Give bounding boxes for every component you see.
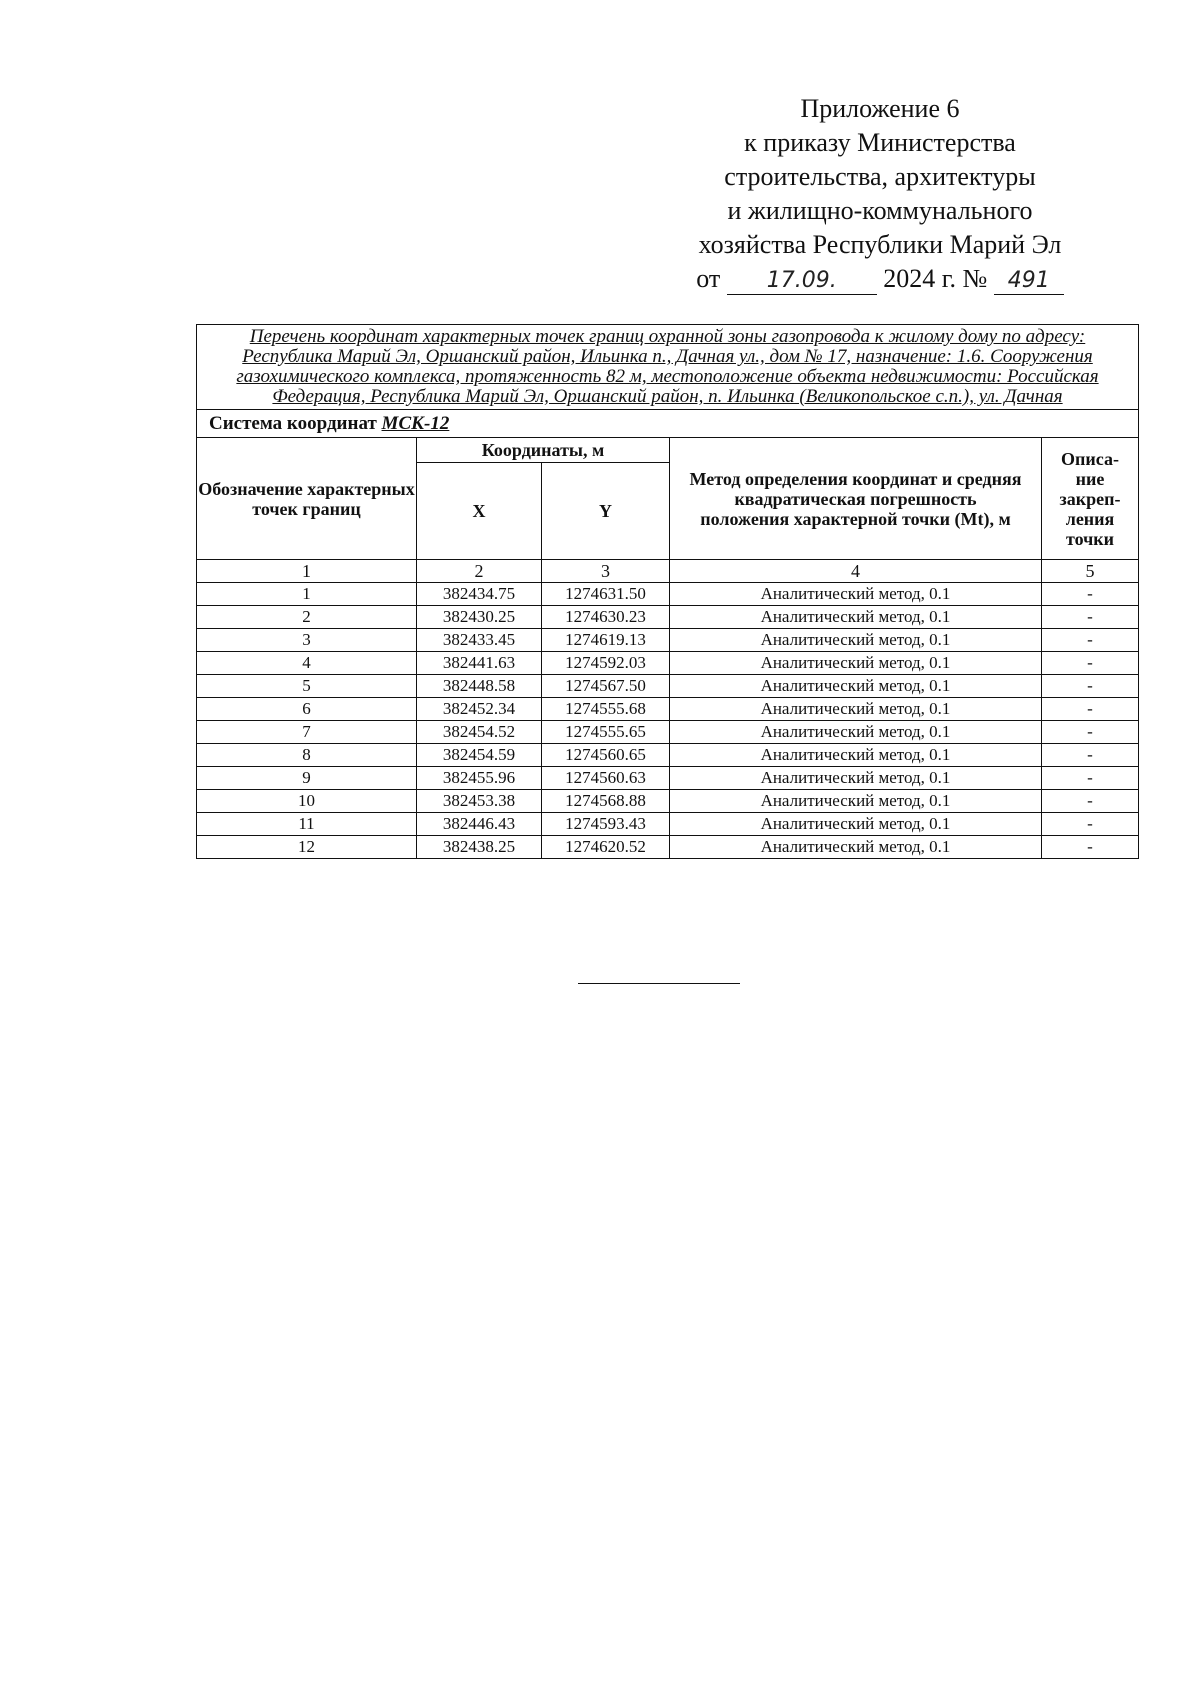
header-line: хозяйства Республики Марий Эл xyxy=(698,230,1062,259)
description-cell: - xyxy=(1042,767,1139,790)
header-line: и жилищно-коммунального xyxy=(727,196,1033,225)
header-x: X xyxy=(417,463,542,560)
column-number: 2 xyxy=(417,560,542,583)
table-row xyxy=(197,675,1139,698)
y-coordinate: 1274620.52 xyxy=(542,836,670,859)
x-coordinate: 382434.75 xyxy=(417,583,542,606)
table-caption: Перечень координат характерных точек границ охранной зоны газопровода к жилому дому по адресу: Республика Марий Эл, Оршанский район, Ильинка п., Дачная ул., дом № 17, назначение: 1.6. Сооружения газохимического комплекса, протяженность 82 м, местоположение объекта недвижимости: Российская Федерация, Республика Марий Эл, Оршанский район, п. Ильинка (Великопольское с.п.), ул. Дачная xyxy=(197,325,1139,410)
point-number: 10 xyxy=(197,790,417,813)
description-cell: - xyxy=(1042,744,1139,767)
point-number: 12 xyxy=(197,836,417,859)
document-header xyxy=(660,92,1100,296)
y-coordinate: 1274619.13 xyxy=(542,629,670,652)
header-line: Приложение 6 xyxy=(800,94,960,123)
point-number: 5 xyxy=(197,675,417,698)
method-cell: Аналитический метод, 0.1 xyxy=(670,836,1042,859)
column-number-row xyxy=(197,560,1139,583)
y-coordinate: 1274631.50 xyxy=(542,583,670,606)
table-row xyxy=(197,606,1139,629)
x-coordinate: 382448.58 xyxy=(417,675,542,698)
table-row xyxy=(197,767,1139,790)
method-cell: Аналитический метод, 0.1 xyxy=(670,744,1042,767)
method-cell: Аналитический метод, 0.1 xyxy=(670,698,1042,721)
point-number: 6 xyxy=(197,698,417,721)
y-coordinate: 1274560.65 xyxy=(542,744,670,767)
table-row xyxy=(197,813,1139,836)
header-points: Обозначение характерных точек границ xyxy=(197,438,417,560)
end-divider xyxy=(578,983,740,984)
header-coordinates: Координаты, м xyxy=(417,438,670,463)
handwritten-order-number: 491 xyxy=(994,268,1064,295)
method-cell: Аналитический метод, 0.1 xyxy=(670,813,1042,836)
x-coordinate: 382441.63 xyxy=(417,652,542,675)
table-row xyxy=(197,790,1139,813)
point-number: 11 xyxy=(197,813,417,836)
point-number: 3 xyxy=(197,629,417,652)
y-coordinate: 1274567.50 xyxy=(542,675,670,698)
point-number: 9 xyxy=(197,767,417,790)
handwritten-date: 17.09. xyxy=(727,268,877,295)
method-cell: Аналитический метод, 0.1 xyxy=(670,675,1042,698)
coordinate-system-label: Система координат xyxy=(209,412,377,434)
x-coordinate: 382433.45 xyxy=(417,629,542,652)
x-coordinate: 382438.25 xyxy=(417,836,542,859)
description-cell: - xyxy=(1042,813,1139,836)
y-coordinate: 1274630.23 xyxy=(542,606,670,629)
table-row xyxy=(197,836,1139,859)
date-prefix: от xyxy=(696,264,721,293)
method-cell: Аналитический метод, 0.1 xyxy=(670,583,1042,606)
column-number: 5 xyxy=(1042,560,1139,583)
table-row xyxy=(197,721,1139,744)
x-coordinate: 382446.43 xyxy=(417,813,542,836)
point-number: 4 xyxy=(197,652,417,675)
x-coordinate: 382430.25 xyxy=(417,606,542,629)
description-cell: - xyxy=(1042,790,1139,813)
method-cell: Аналитический метод, 0.1 xyxy=(670,790,1042,813)
x-coordinate: 382454.59 xyxy=(417,744,542,767)
method-cell: Аналитический метод, 0.1 xyxy=(670,629,1042,652)
description-cell: - xyxy=(1042,583,1139,606)
x-coordinate: 382454.52 xyxy=(417,721,542,744)
method-cell: Аналитический метод, 0.1 xyxy=(670,767,1042,790)
coordinate-system-name: МСК-12 xyxy=(381,412,450,434)
column-number: 1 xyxy=(197,560,417,583)
year-text: 2024 г. № xyxy=(883,264,988,293)
column-number: 3 xyxy=(542,560,670,583)
method-cell: Аналитический метод, 0.1 xyxy=(670,721,1042,744)
order-date-line xyxy=(660,262,1100,296)
coordinate-system xyxy=(197,410,1139,438)
y-coordinate: 1274593.43 xyxy=(542,813,670,836)
y-coordinate: 1274555.65 xyxy=(542,721,670,744)
description-cell: - xyxy=(1042,675,1139,698)
x-coordinate: 382453.38 xyxy=(417,790,542,813)
point-number: 1 xyxy=(197,583,417,606)
header-description: Описа- ние закреп- ления точки xyxy=(1042,438,1139,560)
description-cell: - xyxy=(1042,836,1139,859)
description-cell: - xyxy=(1042,721,1139,744)
point-number: 2 xyxy=(197,606,417,629)
header-line: строительства, архитектуры xyxy=(724,162,1036,191)
column-number: 4 xyxy=(670,560,1042,583)
header-line: к приказу Министерства xyxy=(744,128,1016,157)
description-cell: - xyxy=(1042,652,1139,675)
header-method: Метод определения координат и средняя квадратическая погрешность положения характерной точки (Mt), м xyxy=(670,438,1042,560)
x-coordinate: 382452.34 xyxy=(417,698,542,721)
point-number: 8 xyxy=(197,744,417,767)
table-row xyxy=(197,583,1139,606)
y-coordinate: 1274592.03 xyxy=(542,652,670,675)
header-y: Y xyxy=(542,463,670,560)
y-coordinate: 1274568.88 xyxy=(542,790,670,813)
table-row xyxy=(197,629,1139,652)
y-coordinate: 1274560.63 xyxy=(542,767,670,790)
description-cell: - xyxy=(1042,629,1139,652)
table-row xyxy=(197,744,1139,767)
table-row xyxy=(197,698,1139,721)
description-cell: - xyxy=(1042,606,1139,629)
table-row xyxy=(197,652,1139,675)
description-cell: - xyxy=(1042,698,1139,721)
coordinates-table xyxy=(196,324,1139,859)
y-coordinate: 1274555.68 xyxy=(542,698,670,721)
x-coordinate: 382455.96 xyxy=(417,767,542,790)
method-cell: Аналитический метод, 0.1 xyxy=(670,652,1042,675)
method-cell: Аналитический метод, 0.1 xyxy=(670,606,1042,629)
point-number: 7 xyxy=(197,721,417,744)
